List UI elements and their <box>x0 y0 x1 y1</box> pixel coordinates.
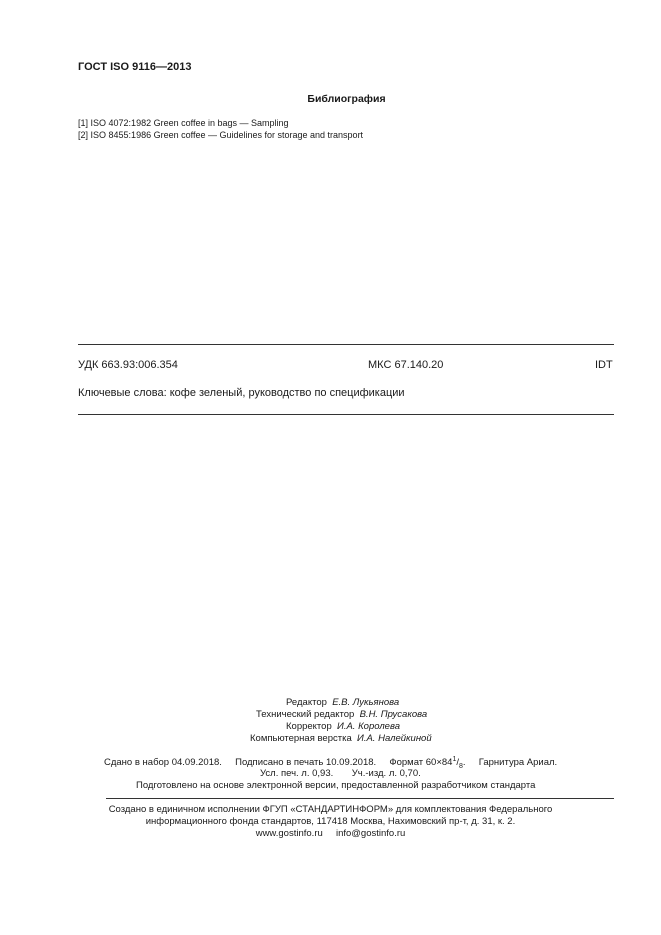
mks-code <box>368 359 443 371</box>
bibliography-item-code: ISO 4072:1982 <box>90 118 152 128</box>
staff-name: В.Н. Прусакова <box>359 709 428 720</box>
keywords-value: кофе зеленый, руководство по спецификации <box>169 387 405 399</box>
divider <box>106 798 614 799</box>
bibliography-item-number: [2] <box>78 130 89 140</box>
mks-value: 67.140.20 <box>394 359 444 371</box>
uch-izd: Уч.-изд. л. 0,70. <box>351 768 421 779</box>
staff-layout <box>250 733 432 744</box>
bibliography-title-text: Библиография <box>307 93 386 105</box>
publisher-line-1: Создано в единичном исполнении ФГУП «СТАНДАРТИНФОРМ» для комплектования Федерального <box>108 804 553 815</box>
mks-label: МКС <box>368 359 392 371</box>
udk-value: 663.93:006.354 <box>101 359 178 371</box>
udk-code <box>78 359 178 371</box>
font-name: Гарнитура Ариал. <box>478 757 558 769</box>
publisher-line-2: информационного фонда стандартов, 117418 Москва, Нахимовский пр-т, д. 31, к. 2. <box>145 816 516 827</box>
divider <box>78 414 614 415</box>
staff-role: Корректор <box>286 721 332 732</box>
staff-name: Е.В. Лукьянова <box>332 697 400 708</box>
bibliography-item-title: Green coffee in bags — Sampling <box>153 118 289 128</box>
keywords <box>78 387 405 399</box>
staff-editor <box>286 697 399 708</box>
staff-tech-editor <box>256 709 427 720</box>
staff-role: Компьютерная верстка <box>250 733 352 744</box>
paper-format: Формат $60\times 84^1/_8$. <box>389 756 466 771</box>
keywords-label: Ключевые слова: <box>78 387 167 399</box>
staff-corrector <box>286 721 400 732</box>
divider <box>78 344 614 345</box>
submitted-date: Сдано в набор 04.09.2018. <box>104 757 222 769</box>
prepared-note: Подготовлено на основе электронной версии, предоставленной разработчиком стандарта <box>136 780 536 791</box>
idt-label: IDT <box>595 359 613 371</box>
staff-role: Редактор <box>286 697 327 708</box>
document-designation: ГОСТ ISO 9116—2013 <box>78 61 192 73</box>
staff-name: И.А. Королева <box>337 721 400 732</box>
bibliography-item <box>78 130 363 140</box>
staff-role: Технический редактор <box>256 709 355 720</box>
publisher-contacts <box>0 828 661 839</box>
udk-label: УДК <box>78 359 99 371</box>
signed-date: Подписано в печать 10.09.2018. <box>235 757 377 769</box>
staff-name: И.А. Налейкиной <box>357 733 432 744</box>
email-link[interactable]: info@gostinfo.ru <box>335 828 406 839</box>
website-link[interactable]: www.gostinfo.ru <box>255 828 323 839</box>
bibliography-title <box>0 93 661 105</box>
bibliography-item <box>78 118 289 128</box>
print-info-line-2 <box>260 768 421 779</box>
bibliography-item-code: ISO 8455:1986 <box>90 130 152 140</box>
usl-pech: Усл. печ. л. 0,93. <box>260 768 334 779</box>
bibliography-item-title: Green coffee — Guidelines for storage and transport <box>153 130 364 140</box>
bibliography-item-number: [1] <box>78 118 89 128</box>
